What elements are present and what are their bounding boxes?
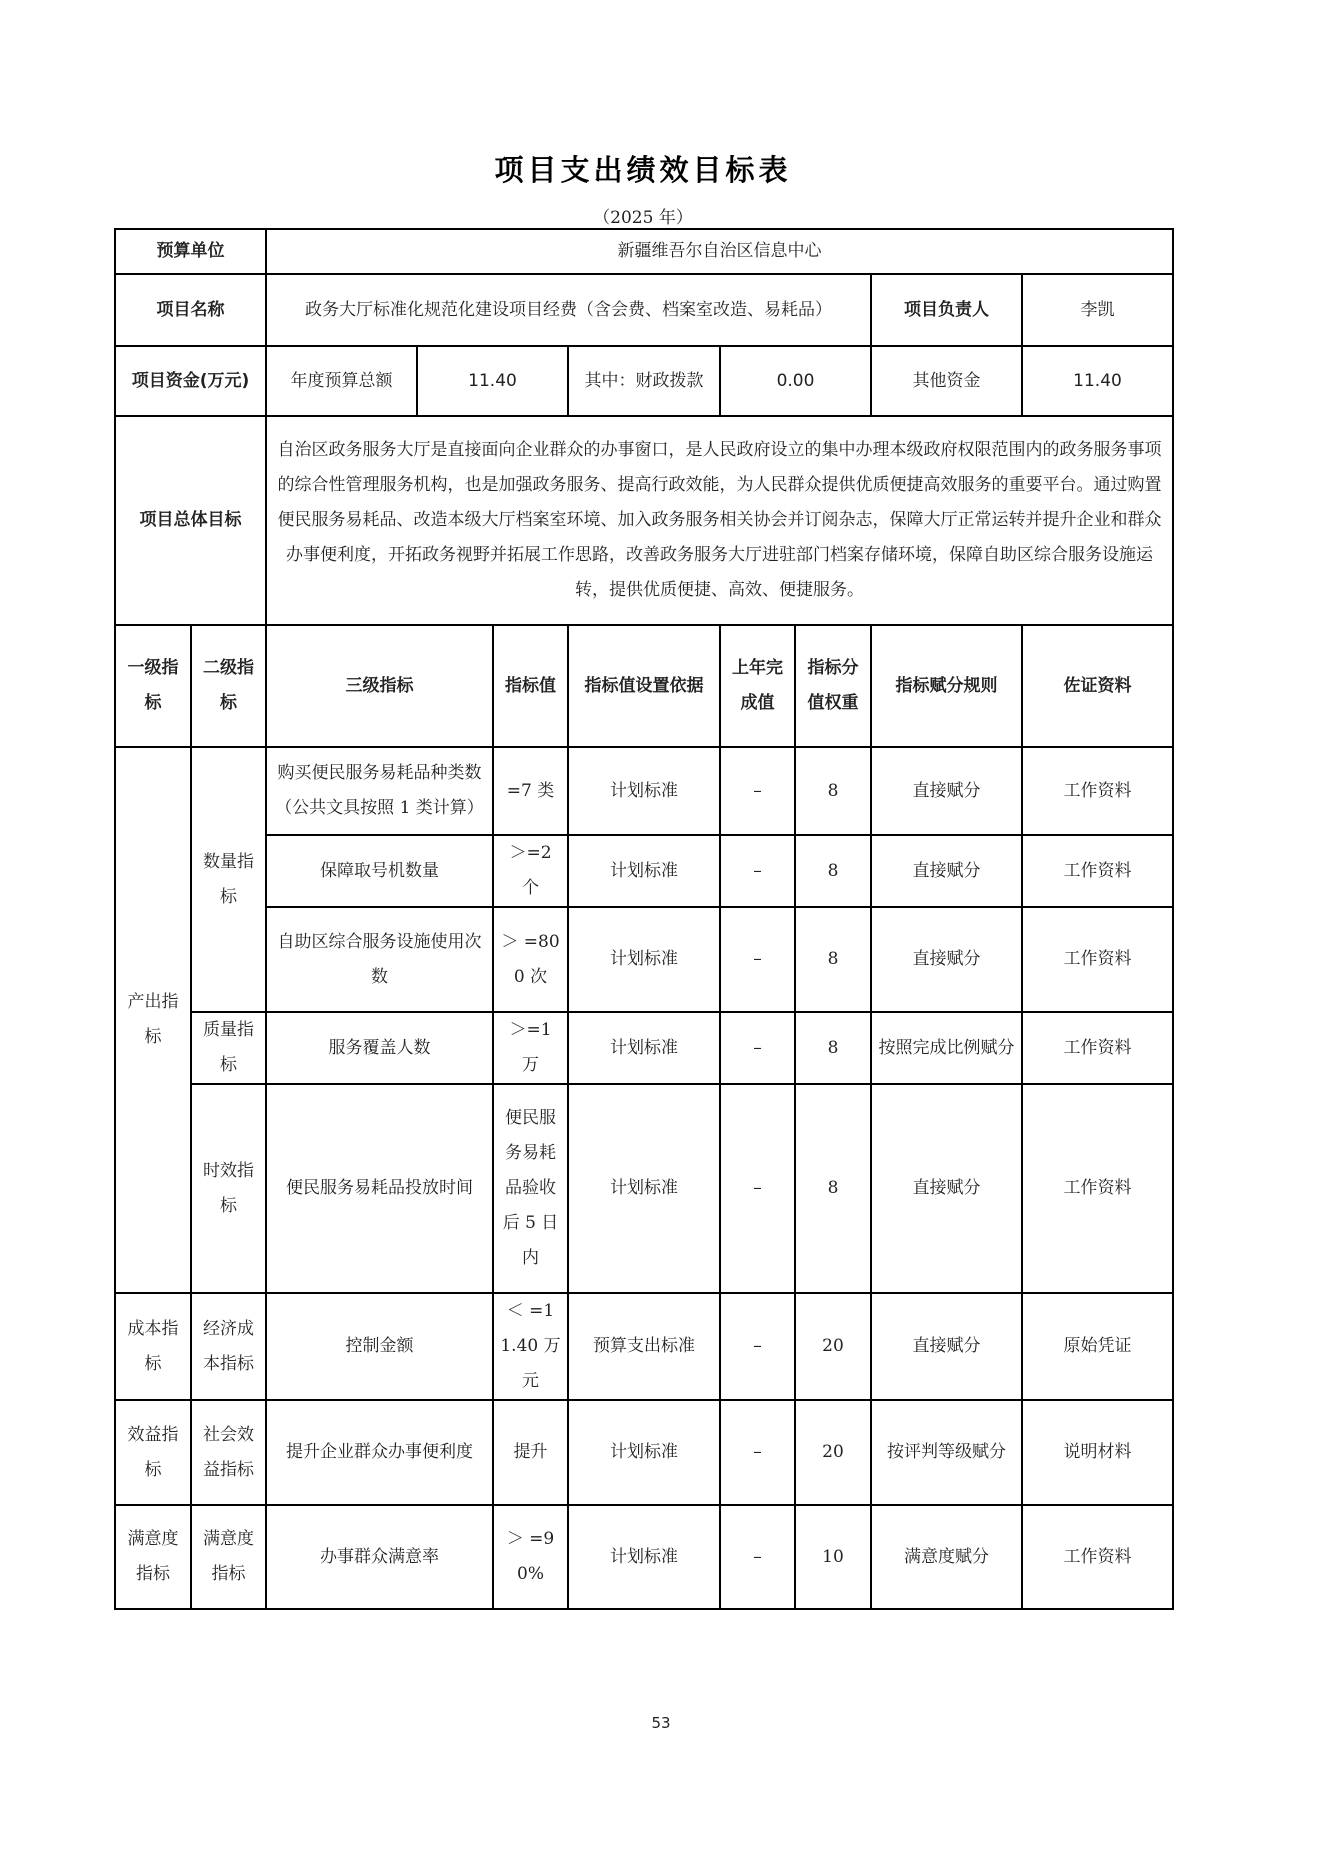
indicator-evidence: 原始凭证 bbox=[1022, 1293, 1173, 1400]
group-output: 产出指标 bbox=[115, 747, 191, 1293]
indicator-name: 购买便民服务易耗品种类数（公共文具按照 1 类计算） bbox=[266, 747, 493, 835]
header-last-year: 上年完成值 bbox=[720, 625, 795, 747]
indicator-last-year: – bbox=[720, 1400, 795, 1505]
indicator-evidence: 工作资料 bbox=[1022, 1012, 1173, 1084]
table-row bbox=[115, 907, 1173, 1012]
indicator-basis: 计划标准 bbox=[568, 1400, 720, 1505]
year-subtitle: （2025 年） bbox=[593, 208, 693, 228]
other-funds-value: 11.40 bbox=[1022, 346, 1173, 416]
group-social-benefit: 社会效益指标 bbox=[191, 1400, 266, 1505]
table-row bbox=[115, 1012, 1173, 1084]
indicator-value: ＞ =800 次 bbox=[493, 907, 568, 1012]
indicator-value: ＞=2 个 bbox=[493, 835, 568, 907]
project-name-value: 政务大厅标准化规范化建设项目经费（含会费、档案室改造、易耗品） bbox=[266, 274, 871, 346]
indicator-basis: 计划标准 bbox=[568, 747, 720, 835]
indicator-weight: 8 bbox=[795, 1012, 871, 1084]
table-row bbox=[115, 1084, 1173, 1293]
indicator-rule: 直接赋分 bbox=[871, 1084, 1022, 1293]
indicator-value: 便民服务易耗品验收后 5 日内 bbox=[493, 1084, 568, 1293]
indicator-basis: 计划标准 bbox=[568, 1505, 720, 1609]
indicator-weight: 8 bbox=[795, 907, 871, 1012]
indicator-last-year: – bbox=[720, 747, 795, 835]
indicator-weight: 8 bbox=[795, 835, 871, 907]
indicator-value: ＜ =11.40 万元 bbox=[493, 1293, 568, 1400]
indicator-name: 办事群众满意率 bbox=[266, 1505, 493, 1609]
indicator-basis: 预算支出标准 bbox=[568, 1293, 720, 1400]
header-rule: 指标赋分规则 bbox=[871, 625, 1022, 747]
page-title: 项目支出绩效目标表 bbox=[494, 153, 792, 187]
indicator-weight: 8 bbox=[795, 747, 871, 835]
indicator-rule: 直接赋分 bbox=[871, 747, 1022, 835]
header-value: 指标值 bbox=[493, 625, 568, 747]
table-row bbox=[115, 1505, 1173, 1609]
indicator-basis: 计划标准 bbox=[568, 1012, 720, 1084]
project-funds-label: 项目资金(万元) bbox=[115, 346, 266, 416]
budget-unit-value: 新疆维吾尔自治区信息中心 bbox=[266, 229, 1173, 274]
project-funds-row bbox=[115, 346, 1173, 416]
indicator-header-row bbox=[115, 625, 1173, 747]
annual-budget-label: 年度预算总额 bbox=[266, 346, 417, 416]
performance-target-table bbox=[114, 228, 1174, 1610]
group-cost: 成本指标 bbox=[115, 1293, 191, 1400]
indicator-weight: 10 bbox=[795, 1505, 871, 1609]
table-row bbox=[115, 835, 1173, 907]
header-level3: 三级指标 bbox=[266, 625, 493, 747]
indicator-basis: 计划标准 bbox=[568, 1084, 720, 1293]
page-number: 53 bbox=[651, 1714, 671, 1732]
indicator-name: 保障取号机数量 bbox=[266, 835, 493, 907]
indicator-basis: 计划标准 bbox=[568, 835, 720, 907]
indicator-name: 提升企业群众办事便利度 bbox=[266, 1400, 493, 1505]
indicator-evidence: 工作资料 bbox=[1022, 1084, 1173, 1293]
indicator-value: ＞=1 万 bbox=[493, 1012, 568, 1084]
fiscal-allocation-label: 其中：财政拨款 bbox=[568, 346, 720, 416]
indicator-rule: 按评判等级赋分 bbox=[871, 1400, 1022, 1505]
table-row bbox=[115, 1293, 1173, 1400]
table-row bbox=[115, 747, 1173, 835]
header-basis: 指标值设置依据 bbox=[568, 625, 720, 747]
group-timeliness: 时效指标 bbox=[191, 1084, 266, 1293]
group-benefit: 效益指标 bbox=[115, 1400, 191, 1505]
project-goal-text: 自治区政务服务大厅是直接面向企业群众的办事窗口，是人民政府设立的集中办理本级政府权限范围内的政务服务事项的综合性管理服务机构，也是加强政务服务、提高行政效能，为人民群众提供优质便捷高效服务的重要平台。通过购置便民服务易耗品、改造本级大厅档案室环境、加入政务服务相关协会并订阅杂志，保障大厅正常运转并提升企业和群众办事便利度，开拓政务视野并拓展工作思路，改善政务服务大厅进驻部门档案存储环境，保障自助区综合服务设施运转，提供优质便捷、高效、便捷服务。 bbox=[266, 416, 1173, 625]
indicator-last-year: – bbox=[720, 1505, 795, 1609]
indicator-evidence: 工作资料 bbox=[1022, 907, 1173, 1012]
project-name-label: 项目名称 bbox=[115, 274, 266, 346]
indicator-evidence: 工作资料 bbox=[1022, 835, 1173, 907]
header-weight: 指标分值权重 bbox=[795, 625, 871, 747]
indicator-name: 服务覆盖人数 bbox=[266, 1012, 493, 1084]
indicator-name: 自助区综合服务设施使用次数 bbox=[266, 907, 493, 1012]
project-name-row bbox=[115, 274, 1173, 346]
group-quality: 质量指标 bbox=[191, 1012, 266, 1084]
indicator-weight: 8 bbox=[795, 1084, 871, 1293]
indicator-last-year: – bbox=[720, 1012, 795, 1084]
project-goal-label: 项目总体目标 bbox=[115, 416, 266, 625]
other-funds-label: 其他资金 bbox=[871, 346, 1022, 416]
indicator-evidence: 说明材料 bbox=[1022, 1400, 1173, 1505]
budget-unit-row bbox=[115, 229, 1173, 274]
indicator-rule: 直接赋分 bbox=[871, 835, 1022, 907]
indicator-last-year: – bbox=[720, 835, 795, 907]
indicator-value: 提升 bbox=[493, 1400, 568, 1505]
indicator-evidence: 工作资料 bbox=[1022, 1505, 1173, 1609]
indicator-name: 便民服务易耗品投放时间 bbox=[266, 1084, 493, 1293]
indicator-value: ＞ =90% bbox=[493, 1505, 568, 1609]
budget-unit-label: 预算单位 bbox=[115, 229, 266, 274]
indicator-rule: 按照完成比例赋分 bbox=[871, 1012, 1022, 1084]
indicator-last-year: – bbox=[720, 1084, 795, 1293]
indicator-value: =7 类 bbox=[493, 747, 568, 835]
indicator-name: 控制金额 bbox=[266, 1293, 493, 1400]
indicator-weight: 20 bbox=[795, 1400, 871, 1505]
indicator-evidence: 工作资料 bbox=[1022, 747, 1173, 835]
header-evidence: 佐证资料 bbox=[1022, 625, 1173, 747]
group-economic-cost: 经济成本指标 bbox=[191, 1293, 266, 1400]
indicator-rule: 直接赋分 bbox=[871, 907, 1022, 1012]
annual-budget-value: 11.40 bbox=[417, 346, 568, 416]
fiscal-allocation-value: 0.00 bbox=[720, 346, 871, 416]
group-satisfaction: 满意度指标 bbox=[115, 1505, 191, 1609]
header-level2: 二级指标 bbox=[191, 625, 266, 747]
indicator-last-year: – bbox=[720, 1293, 795, 1400]
indicator-rule: 直接赋分 bbox=[871, 1293, 1022, 1400]
indicator-weight: 20 bbox=[795, 1293, 871, 1400]
group-satisfaction-sub: 满意度指标 bbox=[191, 1505, 266, 1609]
table-row bbox=[115, 1400, 1173, 1505]
project-goal-row bbox=[115, 416, 1173, 625]
project-leader-label: 项目负责人 bbox=[871, 274, 1022, 346]
indicator-basis: 计划标准 bbox=[568, 907, 720, 1012]
project-leader-value: 李凯 bbox=[1022, 274, 1173, 346]
group-quantity: 数量指标 bbox=[191, 747, 266, 1012]
indicator-rule: 满意度赋分 bbox=[871, 1505, 1022, 1609]
header-level1: 一级指标 bbox=[115, 625, 191, 747]
indicator-last-year: – bbox=[720, 907, 795, 1012]
